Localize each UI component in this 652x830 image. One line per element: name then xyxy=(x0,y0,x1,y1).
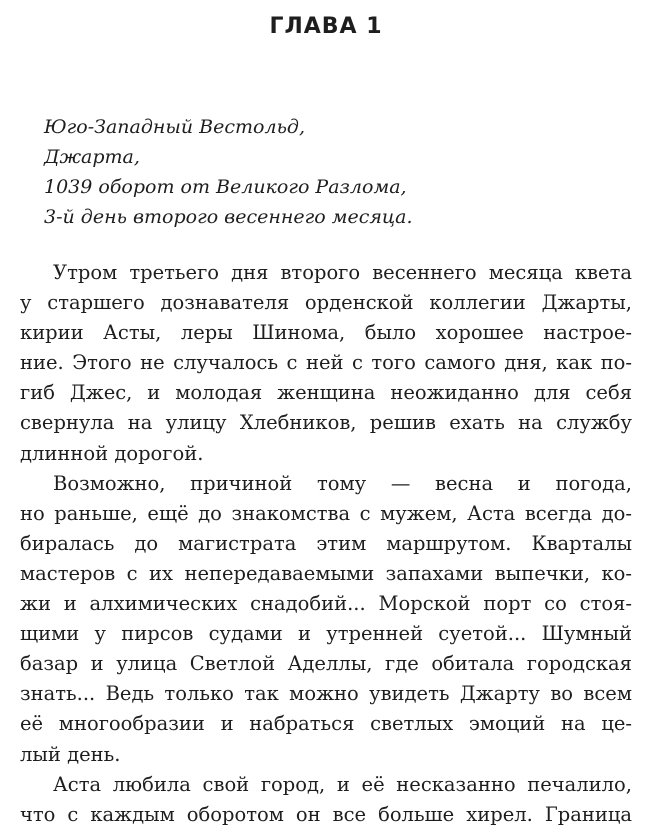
text-line: длинной дорогой. xyxy=(20,441,204,465)
epigraph-line: Джарта, xyxy=(44,146,140,168)
epigraph-line: Юго-Западный Вестольд, xyxy=(44,116,305,138)
chapter-title: ГЛАВА 1 xyxy=(269,14,383,39)
epigraph-line: 3-й день второго весеннего месяца. xyxy=(44,206,413,228)
body-text xyxy=(20,258,632,830)
text-line: Аста любила свой город, и её несказанно печалило, xyxy=(53,772,632,796)
text-line: щими у пирсов судами и утренней суетой... Шумный xyxy=(20,622,632,646)
text-line: что с каждым оборотом он все больше хирел. Граница xyxy=(20,802,632,826)
epigraph-line: 1039 оборот от Великого Разлома, xyxy=(44,176,407,198)
paragraph xyxy=(20,469,632,770)
text-line: базар и улица Светлой Аделлы, где обитала городская xyxy=(20,652,632,676)
text-line: знать... Ведь только так можно увидеть Джарту во всем xyxy=(20,682,632,706)
text-line: ние. Этого не случалось с ней с того самого дня, как по- xyxy=(20,351,632,375)
epigraph xyxy=(44,112,624,232)
text-line: биралась до магистрата этим маршрутом. Кварталы xyxy=(20,531,632,555)
paragraph xyxy=(20,770,632,830)
paragraph xyxy=(20,258,632,469)
text-line: Возможно, причиной тому — весна и погода, xyxy=(53,471,632,495)
text-line: кирии Асты, леры Шинома, было хорошее настрое- xyxy=(20,321,632,345)
text-line: её многообразии и набраться светлых эмоций на це- xyxy=(20,712,632,736)
text-line: мастеров с их непередаваемыми запахами выпечки, ко- xyxy=(20,561,632,585)
text-line: лый день. xyxy=(20,742,121,766)
text-line: Утром третьего дня второго весеннего месяца квета xyxy=(53,261,632,284)
text-line: гиб Джес, и молодая женщина неожиданно для себя xyxy=(20,381,632,405)
text-line: но раньше, ещё до знакомства с мужем, Аста всегда до- xyxy=(20,501,632,525)
text-line: у старшего дознавателя орденской коллегии Джарты, xyxy=(20,291,632,315)
text-line: жи и алхимических снадобий... Морской порт со стоя- xyxy=(20,592,632,616)
text-line: свернула на улицу Хлебников, решив ехать на службу xyxy=(20,411,632,435)
